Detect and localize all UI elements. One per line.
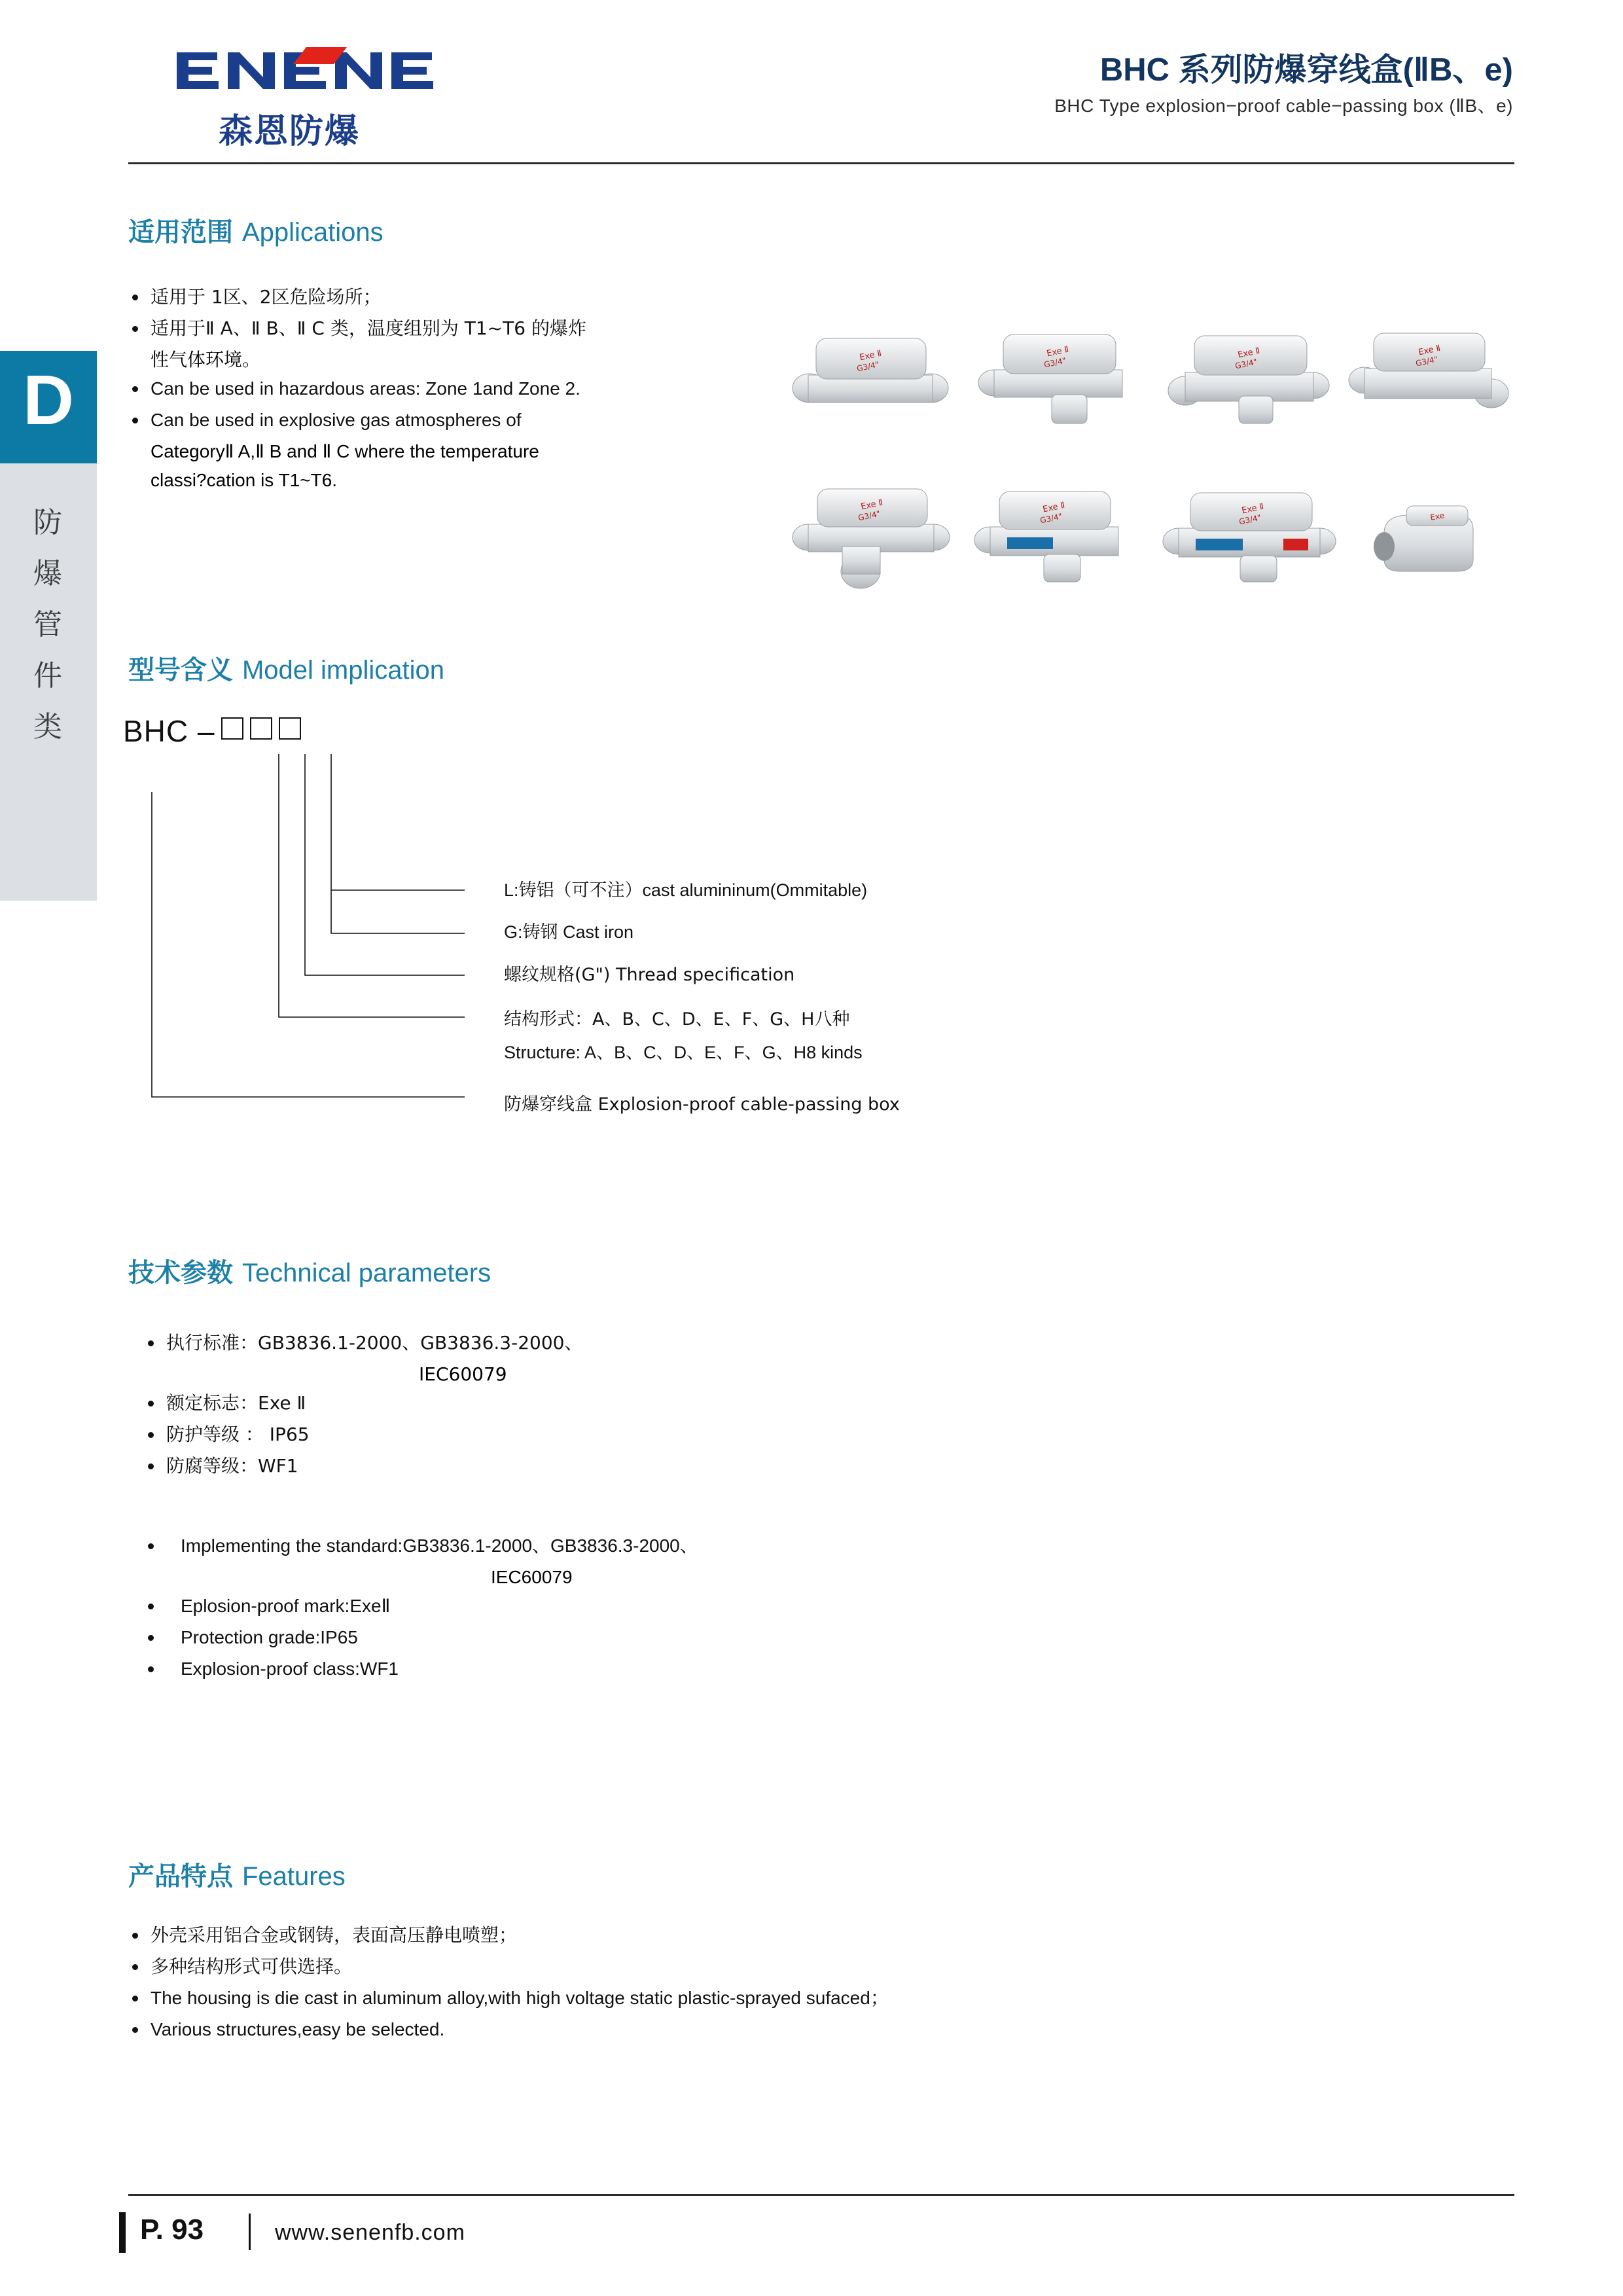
list-item: Can be used in hazardous areas: Zone 1and Zone 2. [128, 374, 757, 403]
svg-text:Exe Ⅱ: Exe Ⅱ [1046, 344, 1070, 359]
side-tab-letter: D [23, 360, 74, 439]
footer-separator [249, 2214, 251, 2250]
model-heading-en: Model implication [241, 656, 444, 685]
list-item: 适用于 1区、2区危险场所； [128, 283, 757, 312]
applications-list [128, 283, 757, 495]
side-tab-char-4: 类 [33, 710, 63, 744]
senen-logo-icon [171, 41, 479, 101]
list-item: 防护等级 ： IP65 [144, 1420, 929, 1449]
applications-heading-en: Applications [241, 218, 383, 247]
svg-text:Exe Ⅱ: Exe Ⅱ [860, 497, 884, 512]
model-legend-0: L:铸铝（可不注）cast alumininum(Ommitable) [504, 880, 868, 900]
footer-accent-bar [119, 2212, 126, 2253]
footer-divider [128, 2194, 1514, 2196]
list-item: 多种结构形式可供选择。 [128, 1952, 1306, 1981]
applications-heading-cn: 适用范围 [128, 217, 233, 247]
product-photo-type-f [965, 461, 1142, 599]
features-heading [128, 1856, 346, 1893]
list-item: 额定标志：Exe Ⅱ [144, 1389, 929, 1418]
model-legend-2: 螺纹规格(G") Thread specification [504, 965, 795, 985]
list-item-continuation: CategoryⅡ A,Ⅱ B and Ⅱ C where the temperature [151, 441, 539, 461]
model-legend-1: G:铸钢 Cast iron [504, 922, 634, 942]
product-photo-type-b [972, 304, 1149, 435]
product-photo-gallery [776, 298, 1518, 632]
svg-text:Exe Ⅱ: Exe Ⅱ [1241, 501, 1265, 516]
model-leader-lines [118, 733, 550, 1126]
model-legend-3: 结构形式：A、B、C、D、E、F、G、H八种 [504, 1009, 850, 1030]
page-title: BHC 系列防爆穿线盒(ⅡB、e) [1099, 52, 1513, 88]
side-tab-char-2: 管 [33, 608, 63, 641]
list-item: The housing is die cast in aluminum alloy,with high voltage static plastic-sprayed sufaced； [128, 1984, 1306, 2013]
product-photo-type-e [782, 461, 959, 599]
side-tab-char-3: 件 [33, 659, 63, 692]
list-item: Implementing the standard:GB3836.1-2000、GB3836.3-2000、 [144, 1532, 1060, 1560]
side-tab-vertical-label [0, 497, 97, 753]
svg-text:Exe Ⅱ: Exe Ⅱ [1042, 500, 1066, 515]
model-legend-5: 防爆穿线盒 Explosion-proof cable-passing box [504, 1094, 900, 1115]
svg-text:G3/4": G3/4" [856, 359, 880, 374]
page-number: P. 93 [140, 2214, 204, 2246]
svg-text:G3/4": G3/4" [1043, 355, 1067, 370]
features-heading-en: Features [241, 1862, 346, 1891]
svg-text:Exe Ⅱ: Exe Ⅱ [1237, 346, 1261, 361]
features-list [128, 1921, 1306, 2047]
technical-heading-cn: 技术参数 [128, 1258, 233, 1288]
page-header [0, 0, 1623, 164]
list-item: 外壳采用铝合金或钢铸，表面高压静电喷塑； [128, 1921, 1306, 1950]
svg-text:G3/4": G3/4" [1234, 357, 1258, 371]
technical-heading-en: Technical parameters [241, 1259, 491, 1287]
header-divider [128, 162, 1514, 164]
list-item: Protection grade:IP65 [144, 1623, 1060, 1652]
list-item: Eplosion-proof mark:ExeⅡ [144, 1592, 1060, 1621]
product-photo-type-h [1358, 461, 1502, 599]
list-item: Can be used in explosive gas atmospheres of [128, 406, 757, 435]
product-photo-type-g [1155, 461, 1345, 599]
list-item: 适用于Ⅱ A、Ⅱ B、Ⅱ C 类，温度组别为 T1~T6 的爆炸 [128, 314, 757, 343]
svg-text:G3/4": G3/4" [1415, 354, 1439, 368]
list-item-continuation: classi?cation is T1~T6. [151, 470, 338, 490]
applications-heading [128, 211, 383, 249]
brand-logo [171, 41, 486, 151]
technical-list-cn [144, 1329, 929, 1483]
model-heading [128, 649, 444, 687]
brand-name-cn: 森恩防爆 [219, 112, 361, 151]
technical-list-en [144, 1532, 1060, 1686]
features-heading-cn: 产品特点 [128, 1861, 233, 1892]
list-item: 执行标准：GB3836.1-2000、GB3836.3-2000、 [144, 1329, 929, 1357]
svg-text:G3/4": G3/4" [1039, 511, 1063, 526]
model-code-prefix: BHC – [123, 714, 215, 748]
product-photo-type-a [782, 304, 959, 435]
product-photo-type-d [1338, 304, 1515, 435]
side-tab-char-0: 防 [33, 506, 63, 539]
svg-text:G3/4": G3/4" [1238, 512, 1262, 527]
list-item: Explosion-proof class:WF1 [144, 1655, 1060, 1683]
list-item: Various structures,easy be selected. [128, 2015, 1306, 2044]
svg-text:Exe Ⅱ: Exe Ⅱ [1418, 343, 1442, 358]
model-heading-cn: 型号含义 [128, 655, 233, 685]
model-legend-4: Structure: A、B、C、D、E、F、G、H8 kinds [504, 1043, 863, 1062]
product-photo-type-c [1162, 304, 1338, 435]
side-tab-char-1: 爆 [33, 557, 63, 590]
svg-text:Exe: Exe [1429, 511, 1446, 522]
list-item: 防腐等级：WF1 [144, 1452, 929, 1480]
technical-heading [128, 1252, 491, 1289]
page-subtitle: BHC Type explosion−proof cable−passing box (ⅡB、e) [1054, 96, 1513, 116]
list-item-continuation: IEC60079 [491, 1567, 573, 1587]
svg-text:Exe Ⅱ: Exe Ⅱ [859, 348, 883, 363]
svg-text:G3/4": G3/4" [857, 509, 882, 523]
list-item-continuation: IEC60079 [419, 1363, 507, 1385]
list-item-continuation: 性气体环境。 [151, 349, 261, 370]
footer-website-url[interactable]: www.senenfb.com [275, 2220, 465, 2245]
